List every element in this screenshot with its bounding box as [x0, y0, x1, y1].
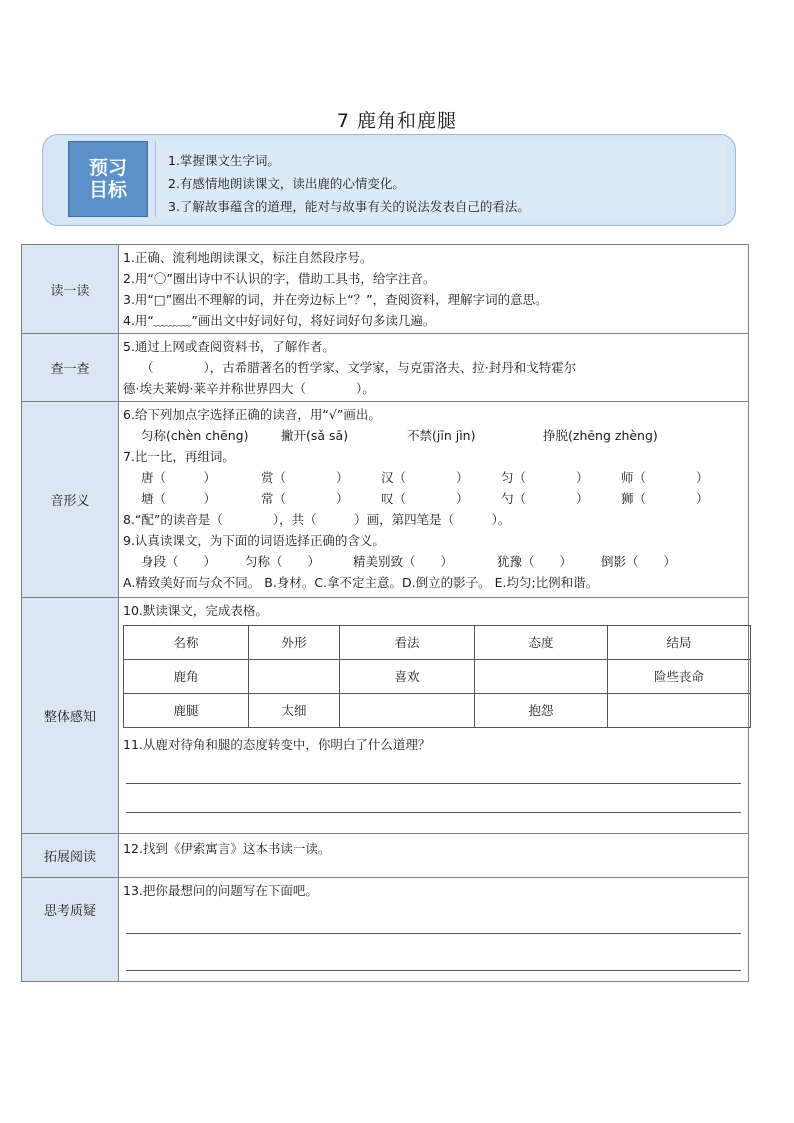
table-cell: 鹿角 — [124, 660, 249, 694]
q7-item: 匀（ ） — [501, 470, 589, 485]
table-header-cell: 看法 — [340, 626, 475, 660]
q6-text: 6.给下列加点字选择正确的读音，用“√”画出。 — [123, 407, 381, 422]
page-title: 7 鹿角和鹿腿 — [336, 110, 458, 132]
table-row — [124, 660, 751, 694]
q9-item: 身段（ ） — [141, 554, 217, 569]
q6-items — [123, 425, 744, 446]
section-label-check: 查一查 — [22, 334, 119, 402]
deer-table — [123, 625, 751, 728]
goals-tag-line1: 预习 — [88, 157, 127, 179]
q7-item: 塘（ ） — [141, 491, 217, 506]
answer-line[interactable] — [126, 755, 741, 784]
goals-list — [155, 141, 726, 217]
read-line: 4.用“﹏﹏﹏”画出文中好词好句，将好词好句多读几遍。 — [123, 313, 436, 328]
q7-row — [123, 488, 744, 509]
section-check — [119, 334, 749, 402]
q6-item: 不禁(jīn jìn) — [407, 428, 476, 443]
q7-row — [123, 467, 744, 488]
section-extend — [119, 834, 749, 878]
table-cell: 太细 — [249, 694, 340, 728]
section-read — [119, 245, 749, 334]
q9-options: A.精致美好而与众不同。 B.身材。C.拿不定主意。D.倒立的影子。 E.均匀;比例和谐。 — [123, 575, 599, 590]
answer-line[interactable] — [126, 934, 741, 971]
q9-text: 9.认真读课文，为下面的词语选择正确的含义。 — [123, 533, 385, 548]
section-label-extend: 拓展阅读 — [22, 834, 119, 878]
q7-item: 勺（ ） — [501, 491, 589, 506]
read-line: 1.正确、流利地朗读课文，标注自然段序号。 — [123, 250, 373, 265]
goals-tag-line2: 目标 — [88, 179, 127, 201]
q7-item: 叹（ ） — [381, 491, 469, 506]
section-whole — [119, 598, 749, 834]
table-header-cell: 名称 — [124, 626, 249, 660]
q6-item: 撇开(sǎ sā) — [281, 428, 349, 443]
read-line: 2.用“〇”圈出诗中不认识的字，借助工具书，给字注音。 — [123, 271, 436, 286]
q11-text: 11.从鹿对待角和腿的态度转变中，你明白了什么道理？ — [123, 737, 431, 752]
q7-item: 唐（ ） — [141, 470, 217, 485]
goal-item: 1.掌握课文生字词。 — [168, 153, 280, 168]
q7-item: 汉（ ） — [381, 470, 469, 485]
table-header-cell: 结局 — [608, 626, 751, 660]
table-cell: 鹿腿 — [124, 694, 249, 728]
q9-item: 精美别致（ ） — [353, 554, 454, 569]
goal-item: 3.了解故事蕴含的道理，能对与故事有关的说法发表自己的看法。 — [168, 199, 530, 214]
preview-goals-tag — [68, 141, 148, 217]
section-phono — [119, 402, 749, 598]
check-line: 5.通过上网或查阅资料书，了解作者。 — [123, 339, 335, 354]
table-cell — [608, 694, 751, 728]
section-label-read: 读一读 — [22, 245, 119, 334]
q7-item: 师（ ） — [621, 470, 709, 485]
check-line: （ ），古希腊著名的哲学家、文学家，与克雷洛夫、拉·封丹和戈特霍尔 — [141, 360, 577, 375]
table-cell — [340, 694, 475, 728]
deer-table-header — [124, 626, 751, 660]
table-header-cell: 外形 — [249, 626, 340, 660]
q7-item: 狮（ ） — [621, 491, 709, 506]
table-cell: 抱怨 — [475, 694, 608, 728]
table-cell: 喜欢 — [340, 660, 475, 694]
table-cell — [249, 660, 340, 694]
answer-line[interactable] — [126, 784, 741, 813]
worksheet-table — [21, 244, 749, 982]
section-label-whole: 整体感知 — [22, 598, 119, 834]
goal-item: 2.有感情地朗读课文，读出鹿的心情变化。 — [168, 176, 405, 191]
q6-item: 匀称(chèn chēng) — [141, 428, 249, 443]
read-line: 3.用“□”圈出不理解的词，并在旁边标上“？”，查阅资料，理解字词的意思。 — [123, 292, 548, 307]
q7-text: 7.比一比，再组词。 — [123, 449, 235, 464]
table-header-cell: 态度 — [475, 626, 608, 660]
section-label-phono: 音形义 — [22, 402, 119, 598]
q6-item: 挣脱(zhēng zhèng) — [543, 428, 658, 443]
q8-text: 8.“配”的读音是（ ），共（ ）画，第四笔是（ ）。 — [123, 512, 511, 527]
q9-item: 匀称（ ） — [245, 554, 321, 569]
q9-item: 倒影（ ） — [601, 554, 677, 569]
q9-items — [123, 551, 744, 572]
check-line: 德·埃夫莱姆·莱辛并称世界四大（ ）。 — [123, 381, 375, 396]
table-cell: 险些丧命 — [608, 660, 751, 694]
q7-item: 赏（ ） — [261, 470, 349, 485]
preview-goals-box — [42, 134, 736, 226]
q13-text: 13.把你最想问的问题写在下面吧。 — [123, 883, 318, 898]
table-cell — [475, 660, 608, 694]
section-think — [119, 878, 749, 982]
q12-text: 12.找到《伊索寓言》这本书读一读。 — [123, 841, 331, 856]
q10-text: 10.默读课文，完成表格。 — [123, 603, 268, 618]
table-row — [124, 694, 751, 728]
answer-line[interactable] — [126, 901, 741, 934]
q9-item: 犹豫（ ） — [497, 554, 573, 569]
section-label-think: 思考质疑 — [22, 878, 119, 982]
q7-item: 常（ ） — [261, 491, 349, 506]
